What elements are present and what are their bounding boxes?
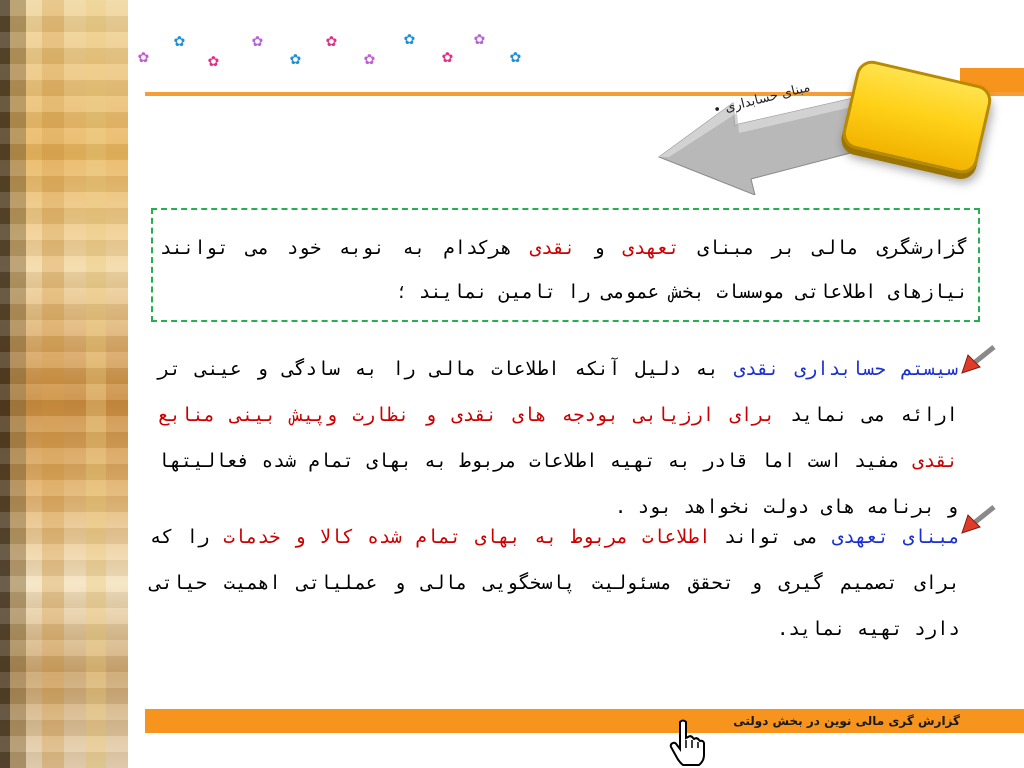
pointer-arrow-icon	[960, 345, 996, 375]
flower-icon: ✿	[510, 46, 521, 67]
footer-title: گزارش گری مالی نوین در بخش دولتی	[733, 714, 960, 728]
flower-icon: ✿	[174, 30, 185, 51]
decorative-left-strip	[0, 0, 128, 768]
flower-icon: ✿	[364, 48, 375, 69]
flower-icon: ✿	[208, 50, 219, 71]
cash-basis-paragraph: سیستم حسابداری نقدی به دلیل آنکه اطلاعات مالی را به سادگی و عینی تر ارائه می نماید برای ارزیابی بودجه های نقدی و نظارت وپیش بینی منابع نقدی مفید است اما قادر به تهیه اطلاعات مربوط به بهای تمام شده فعالیتها و برنامه های دولت نخواهد بود .	[158, 358, 958, 518]
intro-paragraph: گزارشگری مالی بر مبنای تعهدی و نقدی هرکدام به نوبه خود می توانند نیازهای اطلاعاتی موسسات بخش عمومی را تامین نمایند ؛	[160, 237, 968, 303]
flower-icon: ✿	[404, 28, 415, 49]
section-arrow-label: • مبنای حسابداری	[712, 80, 812, 119]
flower-icon: ✿	[326, 30, 337, 51]
hand-cursor-icon	[666, 718, 706, 766]
accrual-basis-paragraph: مبنای تعهدی می تواند اطلاعات مربوط به بهای تمام شده کالا و خدمات را که برای تصمیم گیری و تحقق مسئولیت پاسخگویی مالی و عملیاتی اهمیت حیاتی دارد تهیه نماید.	[150, 526, 960, 640]
flower-icon: ✿	[138, 46, 149, 67]
flower-icon: ✿	[442, 46, 453, 67]
flower-icon: ✿	[252, 30, 263, 51]
pointer-arrow-icon	[960, 505, 996, 535]
flower-border	[0, 0, 600, 80]
flower-icon: ✿	[474, 28, 485, 49]
flower-icon: ✿	[290, 48, 301, 69]
